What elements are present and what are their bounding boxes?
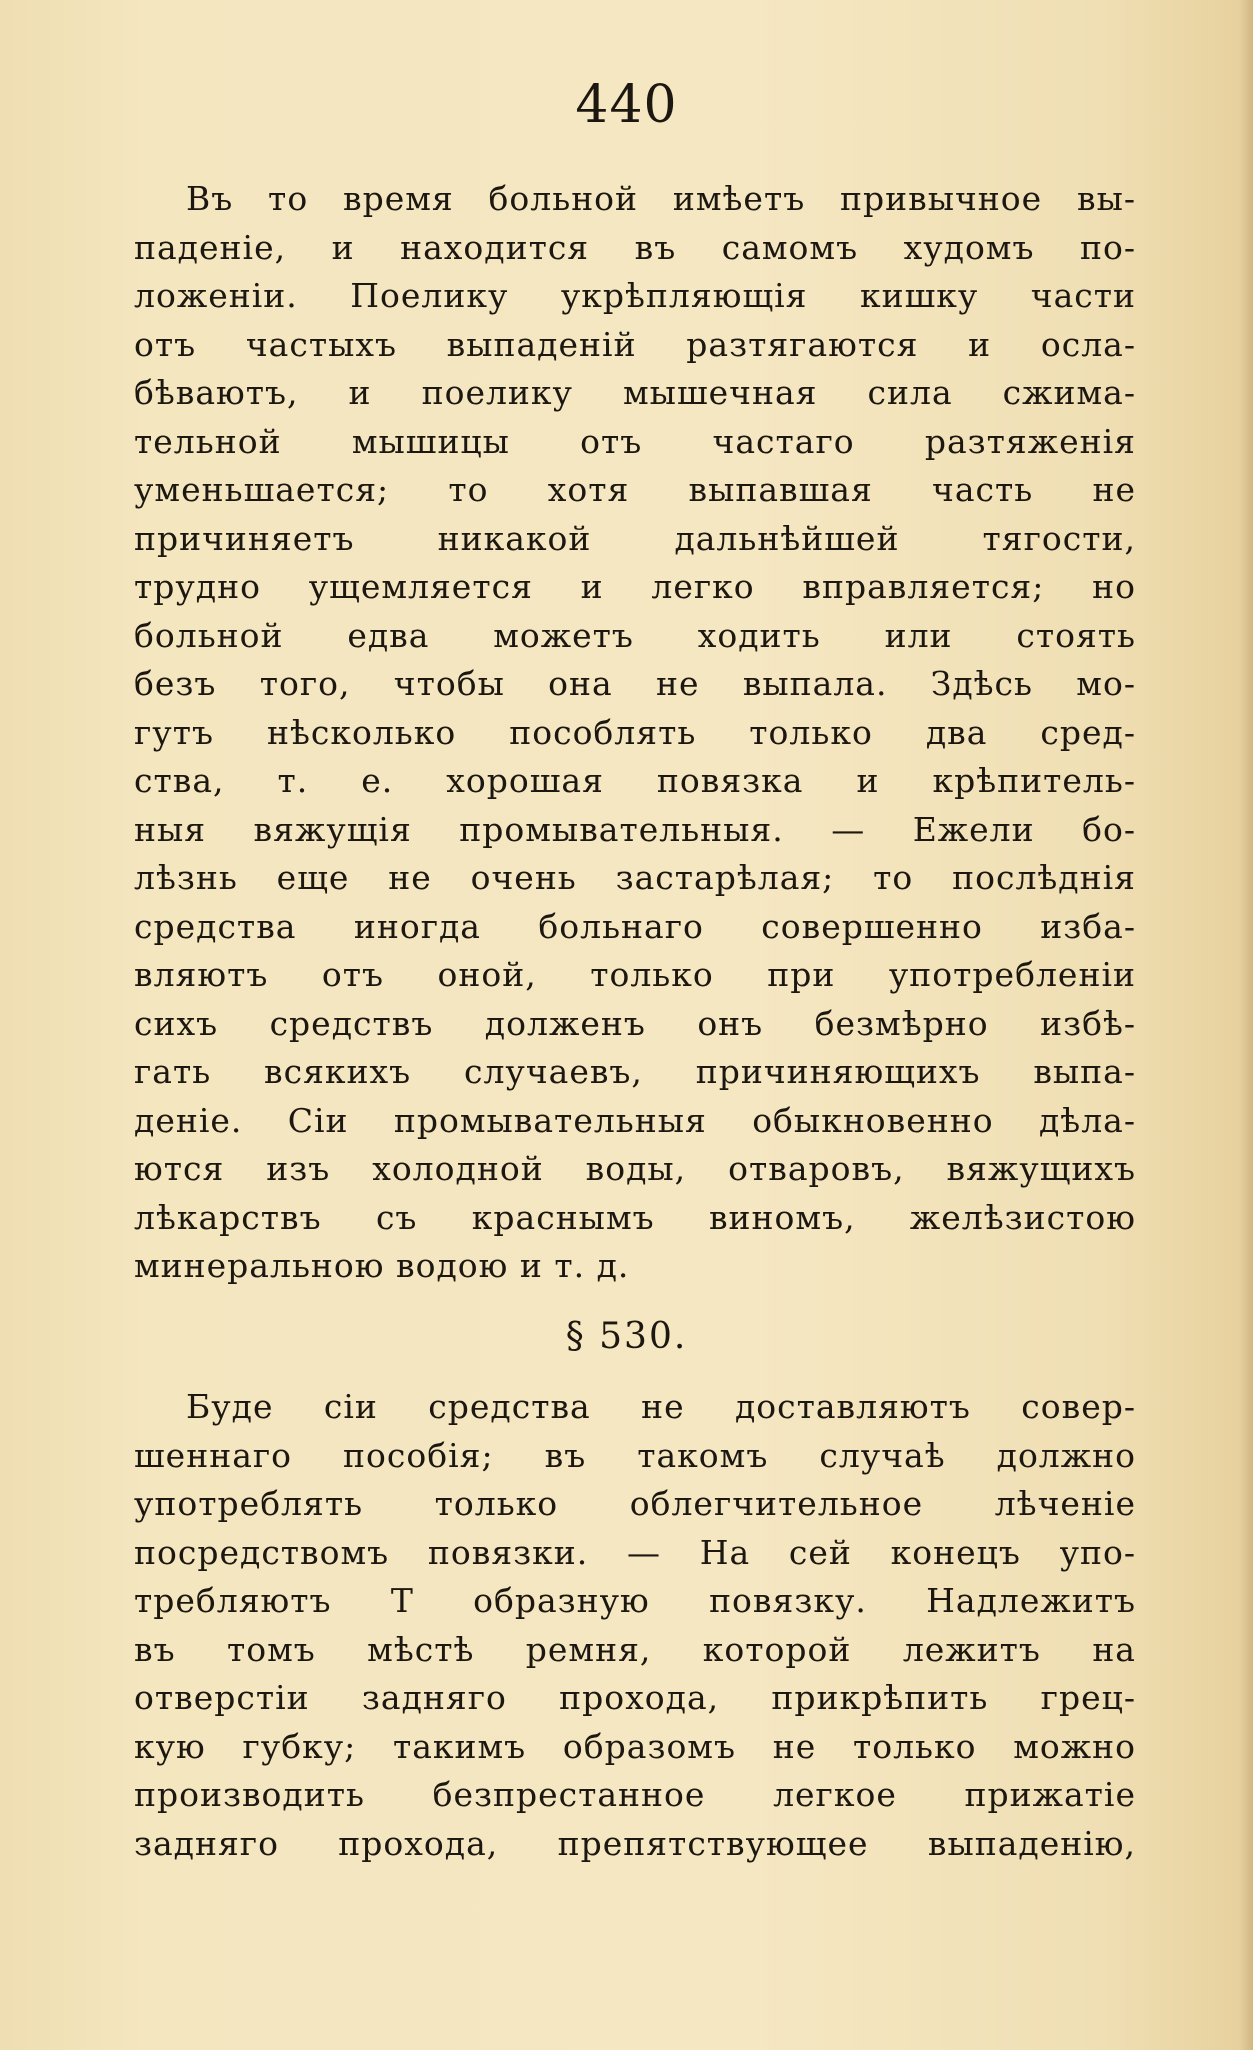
- text-line: кую губку; такимъ образомъ не только можно: [134, 1726, 1136, 1766]
- text-line: Буде сіи средства не доставляютъ совер-: [186, 1387, 1136, 1426]
- text-line: трудно ущемляется и легко вправляется; но: [134, 567, 1136, 606]
- paragraph-2: [134, 1383, 1136, 1868]
- text-line: ства, т. е. хорошая повязка и крѣпитель-: [134, 761, 1136, 800]
- text-line: уменьшается; то хотя выпавшая часть не: [134, 470, 1136, 509]
- text-line: шеннаго пособія; въ такомъ случаѣ должно: [134, 1435, 1136, 1475]
- text-line: вляютъ отъ оной, только при употребленіи: [134, 955, 1136, 994]
- paragraph-1: [134, 175, 1136, 1291]
- page-number: 440: [575, 75, 678, 135]
- text-line: отъ частыхъ выпаденій разтягаются и осла-: [134, 324, 1136, 364]
- text-line: употреблять только облегчительное лѣченіе: [134, 1484, 1136, 1523]
- text-line: бѣваютъ, и поелику мышечная сила сжима-: [134, 373, 1136, 412]
- text-line: Въ то время больной имѣетъ привычное вы-: [186, 179, 1136, 218]
- text-line: требляютъ Т образную повязку. Надлежитъ: [134, 1581, 1136, 1620]
- section-heading: § 530.: [565, 1316, 688, 1357]
- text-line: паденіе, и находится въ самомъ худомъ по-: [134, 227, 1136, 267]
- text-line: производить безпрестанное легкое прижатіе: [134, 1775, 1136, 1814]
- text-line: тельной мышицы отъ частаго разтяженія: [134, 421, 1136, 461]
- text-line: средства иногда больнаго совершенно изба-: [134, 906, 1136, 946]
- page-edge-shadow: [1239, 0, 1253, 2050]
- text-line: лѣкарствъ съ краснымъ виномъ, желѣзистою: [134, 1197, 1136, 1237]
- text-line: ныя вяжущія промывательныя. — Ежели бо-: [134, 809, 1136, 849]
- text-line: ложеніи. Поелику укрѣпляющія кишку части: [134, 276, 1136, 315]
- text-line: больной едва можетъ ходить или стоять: [134, 615, 1136, 655]
- text-line: отверстіи задняго прохода, прикрѣпить грец-: [134, 1678, 1136, 1717]
- text-line: въ томъ мѣстѣ ремня, которой лежитъ на: [134, 1629, 1136, 1669]
- text-line: безъ того, чтобы она не выпала. Здѣсь мо-: [134, 664, 1136, 703]
- text-line: посредствомъ повязки. — На сей конецъ упо-: [134, 1532, 1136, 1572]
- text-line: гать всякихъ случаевъ, причиняющихъ выпа-: [134, 1052, 1136, 1091]
- text-line: минеральною водою и т. д.: [134, 1246, 630, 1285]
- text-line: ются изъ холодной воды, отваровъ, вяжущихъ: [134, 1149, 1136, 1188]
- text-line: гутъ нѣсколько пособлять только два сред-: [134, 712, 1136, 752]
- text-line: причиняетъ никакой дальнѣйшей тягости,: [134, 518, 1136, 558]
- text-line: задняго прохода, препятствующее выпаденію,: [134, 1823, 1136, 1863]
- text-line: сихъ средствъ долженъ онъ безмѣрно избѣ-: [134, 1003, 1136, 1043]
- text-line: лѣзнь еще не очень застарѣлая; то послѣднія: [134, 858, 1136, 897]
- text-line: деніе. Сіи промывательныя обыкновенно дѣла-: [134, 1100, 1136, 1140]
